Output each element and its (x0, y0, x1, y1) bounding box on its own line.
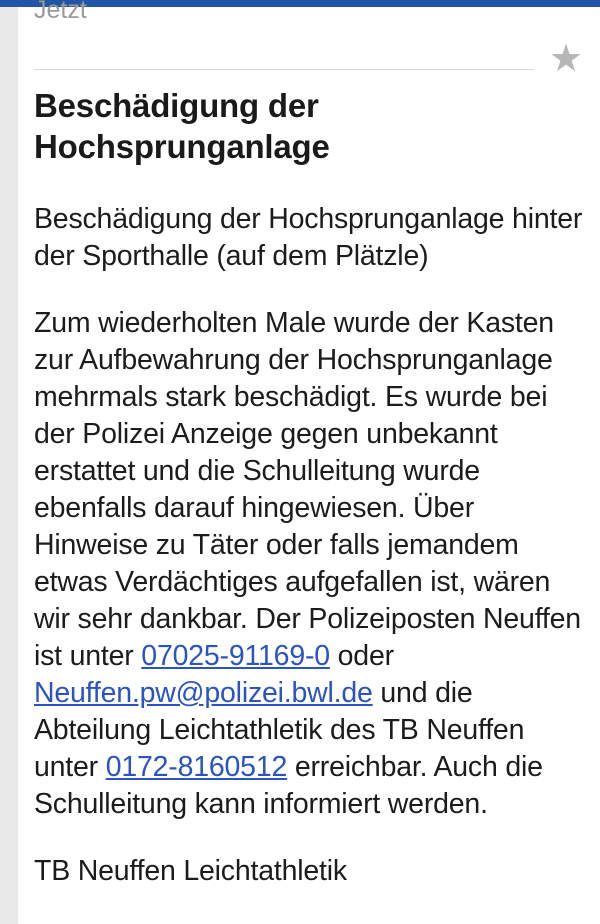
club-phone-link[interactable]: 0172-8160512 (105, 751, 288, 783)
police-email-link[interactable]: Neuffen.pw@polizei.bwl.de (34, 677, 373, 709)
message-content (34, 85, 588, 890)
message-card (18, 0, 600, 924)
body-segment-1: Zum wiederholten Male wurde der Kasten zur Aufbewahrung der Hochsprunganlage mehrmals stark beschädigt. Es wurde bei der Polizei Anzeige gegen unbekannt erstattet und die Schulleitung wurde ebenfalls darauf hingewiesen. Über Hinweise zu Täter oder falls jemandem etwas Verdächtiges aufgefallen ist, wären wir sehr dankbar. Der Polizeiposten Neuffen ist unter (34, 307, 581, 672)
police-phone-link[interactable]: 07025-91169-0 (141, 640, 330, 672)
message-timestamp: Jetzt (34, 0, 87, 24)
message-paragraph-intro: Beschädigung der Hochsprunganlage hinter der Sporthalle (auf dem Plätzle) (34, 203, 583, 272)
message-meta-row (18, 0, 600, 80)
body-segment-4: erreichbar. Auch die Schulleitung kann informiert werden. (34, 751, 543, 820)
body-segment-3: und die Abteilung Leichtathletik des TB Neuffen unter (34, 677, 525, 783)
subject-text: Beschädigung der Hochsprunganlage (34, 87, 330, 165)
left-gutter (0, 7, 18, 924)
star-icon[interactable]: ★ (548, 38, 584, 80)
message-signature: TB Neuffen Leichtathletik (34, 855, 347, 887)
app-status-bar (0, 0, 600, 7)
body-segment-2: oder (329, 640, 394, 672)
message-subject (34, 85, 364, 167)
header-divider (34, 69, 534, 70)
message-paragraph-body (34, 305, 588, 823)
